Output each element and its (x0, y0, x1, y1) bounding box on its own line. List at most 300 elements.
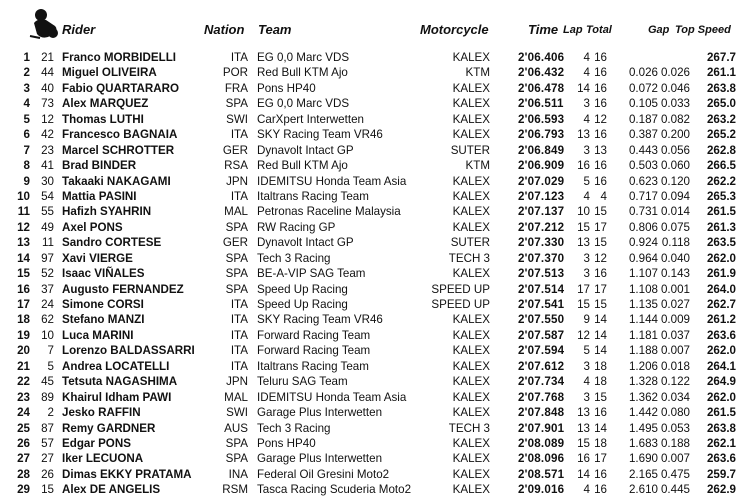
motorcycle: KALEX (452, 390, 490, 404)
top-speed: 262.0 (706, 390, 736, 404)
rider-number: 52 (41, 267, 54, 281)
total-laps: 14 (594, 313, 607, 327)
team-name: RW Racing GP (257, 220, 336, 234)
nation: GER (222, 236, 248, 250)
position: 11 (17, 205, 30, 219)
gap-first: 1.144 (628, 313, 658, 327)
rider-number: 49 (41, 220, 54, 234)
team-name: Dynavolt Intact GP (257, 236, 354, 250)
gap-previous: 0.037 (660, 328, 690, 342)
top-speed: 261.9 (706, 267, 736, 281)
gap-previous: 0.082 (660, 112, 690, 126)
lap-time: 2'07.550 (518, 313, 565, 327)
nation: SWI (226, 406, 248, 420)
top-speed: 262.0 (706, 344, 736, 358)
motorcycle: KALEX (452, 344, 490, 358)
lap-time: 2'08.571 (518, 467, 565, 481)
top-speed: 263.8 (706, 81, 736, 95)
top-speed: 261.3 (706, 220, 736, 234)
gap-previous: 0.075 (660, 220, 690, 234)
rider-name: Alex MARQUEZ (62, 97, 149, 111)
gap-first: 0.387 (628, 128, 658, 142)
best-lap: 4 (583, 112, 590, 126)
header-top-speed: Top Speed (675, 24, 731, 36)
motorcycle: KALEX (452, 452, 490, 466)
lap-time: 2'06.406 (518, 51, 565, 64)
gap-first: 1.108 (628, 282, 658, 296)
motorcycle: KALEX (452, 51, 490, 64)
gap-previous: 0.122 (660, 375, 690, 389)
motorcycle: KALEX (452, 406, 490, 420)
top-speed: 265.2 (706, 128, 736, 142)
best-lap: 14 (577, 467, 590, 481)
gap-first: 1.495 (628, 421, 658, 435)
best-lap: 10 (577, 205, 590, 219)
rider-name: Xavi VIERGE (62, 251, 133, 265)
table-row (0, 405, 745, 420)
top-speed: 261.5 (706, 205, 736, 219)
motorcycle: KTM (465, 159, 490, 173)
rider-number: 30 (41, 174, 54, 188)
nation: ITA (230, 189, 248, 203)
lap-time: 2'07.330 (518, 236, 565, 250)
lap-time: 2'07.594 (518, 344, 565, 358)
total-laps: 17 (594, 220, 607, 234)
gap-first: 0.026 (628, 66, 658, 80)
top-speed: 265.3 (706, 189, 736, 203)
gap-previous: 0.200 (660, 128, 690, 142)
header-lap: Lap (563, 24, 583, 36)
total-laps: 18 (594, 436, 607, 450)
gap-previous: 0.445 (660, 483, 690, 497)
top-speed: 262.8 (706, 143, 736, 157)
best-lap: 17 (577, 282, 590, 296)
gap-first: 1.135 (628, 298, 658, 311)
results-header (0, 0, 745, 40)
table-row (0, 297, 745, 312)
best-lap: 13 (577, 236, 590, 250)
gap-first: 0.443 (628, 143, 658, 157)
rider-name: Axel PONS (62, 220, 123, 234)
top-speed: 263.8 (706, 421, 736, 435)
position: 27 (17, 452, 30, 466)
gap-previous: 0.001 (660, 282, 690, 296)
team-name: EG 0,0 Marc VDS (257, 97, 350, 111)
total-laps: 14 (594, 421, 607, 435)
team-name: IDEMITSU Honda Team Asia (257, 390, 407, 404)
lap-time: 2'07.514 (518, 282, 565, 296)
nation: GER (222, 143, 248, 157)
gap-first: 1.690 (628, 452, 658, 466)
rider-name: Sandro CORTESE (62, 236, 162, 250)
rider-number: 23 (41, 143, 54, 157)
top-speed: 266.5 (706, 159, 736, 173)
team-name: Pons HP40 (257, 81, 316, 95)
gap-first: 1.683 (628, 436, 658, 450)
rider-number: 44 (41, 66, 54, 80)
best-lap: 13 (577, 406, 590, 420)
lap-time: 2'07.734 (518, 375, 565, 389)
gap-first: 0.717 (628, 189, 658, 203)
gap-previous: 0.040 (660, 251, 690, 265)
motorcycle: KALEX (452, 128, 490, 142)
gap-previous: 0.007 (660, 344, 690, 358)
lap-time: 2'06.478 (518, 81, 565, 95)
nation: ITA (230, 344, 248, 358)
team-name: Dynavolt Intact GP (257, 143, 354, 157)
best-lap: 9 (583, 313, 590, 327)
lap-time: 2'07.370 (518, 251, 565, 265)
total-laps: 12 (594, 251, 607, 265)
best-lap: 16 (577, 452, 590, 466)
rider-number: 26 (41, 467, 54, 481)
total-laps: 18 (594, 359, 607, 373)
lap-time: 2'07.901 (518, 421, 565, 435)
lap-time: 2'07.587 (518, 328, 565, 342)
rider-number: 89 (41, 390, 54, 404)
rider-name: Fabio QUARTARARO (62, 81, 180, 95)
position: 12 (17, 220, 30, 234)
header-motorcycle: Motorcycle (420, 22, 489, 37)
rider-name: Brad BINDER (62, 159, 137, 173)
total-laps: 16 (594, 51, 607, 64)
rider-name: Simone CORSI (62, 298, 144, 311)
position: 23 (17, 390, 30, 404)
nation: SPA (225, 452, 248, 466)
nation: JPN (226, 375, 248, 389)
position: 18 (17, 313, 30, 327)
gap-previous: 0.034 (660, 390, 690, 404)
position: 9 (23, 174, 30, 188)
best-lap: 5 (583, 174, 590, 188)
team-name: Forward Racing Team (257, 344, 371, 358)
lap-time: 2'06.593 (518, 112, 565, 126)
nation: FRA (224, 81, 248, 95)
gap-previous: 0.053 (660, 421, 690, 435)
total-laps: 16 (594, 81, 607, 95)
table-row (0, 235, 745, 250)
lap-time: 2'07.029 (518, 174, 565, 188)
gap-previous: 0.033 (660, 97, 690, 111)
rider-name: Edgar PONS (62, 436, 131, 450)
total-laps: 16 (594, 483, 607, 497)
rider-number: 7 (47, 344, 54, 358)
top-speed: 262.7 (706, 298, 736, 311)
rider-number: 55 (41, 205, 54, 219)
top-speed: 262.0 (706, 251, 736, 265)
best-lap: 15 (577, 436, 590, 450)
total-laps: 17 (594, 452, 607, 466)
position: 3 (23, 81, 30, 95)
best-lap: 13 (577, 128, 590, 142)
table-row (0, 436, 745, 451)
team-name: CarXpert Interwetten (257, 112, 364, 126)
gap-previous: 0.143 (660, 267, 690, 281)
total-laps: 15 (594, 236, 607, 250)
gap-previous: 0.009 (660, 313, 690, 327)
team-name: Teluru SAG Team (257, 375, 348, 389)
team-name: Garage Plus Interwetten (257, 406, 383, 420)
best-lap: 3 (583, 267, 590, 281)
gap-previous: 0.080 (660, 406, 690, 420)
team-name: Tech 3 Racing (257, 421, 331, 435)
gap-first: 0.503 (628, 159, 658, 173)
nation: SPA (225, 97, 248, 111)
position: 25 (17, 421, 30, 435)
gap-previous: 0.014 (660, 205, 690, 219)
team-name: Red Bull KTM Ajo (257, 159, 348, 173)
nation: ITA (230, 298, 248, 311)
team-name: Tech 3 Racing (257, 251, 331, 265)
top-speed: 263.5 (706, 236, 736, 250)
rider-name: Iker LECUONA (62, 452, 144, 466)
position: 2 (23, 66, 30, 80)
rider-name: Francesco BAGNAIA (62, 128, 178, 142)
best-lap: 5 (583, 344, 590, 358)
team-name: IDEMITSU Honda Team Asia (257, 174, 407, 188)
best-lap: 16 (577, 159, 590, 173)
motorcycle: SPEED UP (431, 298, 490, 311)
nation: ITA (230, 359, 248, 373)
gap-previous: 0.007 (660, 452, 690, 466)
rider-name: Marcel SCHROTTER (62, 143, 175, 157)
table-row (0, 204, 745, 219)
position: 4 (23, 97, 30, 111)
rider-name: Hafizh SYAHRIN (62, 205, 152, 219)
gap-first: 0.623 (628, 174, 658, 188)
best-lap: 4 (583, 51, 590, 64)
table-row (0, 282, 745, 297)
motorcycle: KALEX (452, 220, 490, 234)
position: 28 (17, 467, 30, 481)
table-row (0, 390, 745, 405)
gap-first: 2.610 (628, 483, 658, 497)
gap-first: 0.187 (628, 112, 658, 126)
gap-first: 0.731 (628, 205, 658, 219)
rider-number: 40 (41, 81, 54, 95)
table-row (0, 189, 745, 204)
position: 24 (17, 406, 30, 420)
nation: ITA (230, 128, 248, 142)
position: 15 (17, 267, 30, 281)
lap-time: 2'08.096 (518, 452, 565, 466)
position: 17 (17, 298, 30, 311)
nation: SPA (225, 220, 248, 234)
best-lap: 15 (577, 220, 590, 234)
gap-first: 1.328 (628, 375, 658, 389)
team-name: Italtrans Racing Team (257, 189, 369, 203)
rider-name: Thomas LUTHI (62, 112, 144, 126)
total-laps: 12 (594, 112, 607, 126)
motorcycle: TECH 3 (448, 251, 490, 265)
gap-first: 0.964 (628, 251, 658, 265)
gap-first: 0.105 (628, 97, 658, 111)
rider-number: 73 (41, 97, 54, 111)
gap-first: 1.181 (628, 328, 658, 342)
lap-time: 2'06.432 (518, 66, 565, 80)
top-speed: 264.1 (706, 359, 736, 373)
motorcycle: KALEX (452, 174, 490, 188)
position: 8 (23, 159, 30, 173)
lap-time: 2'06.511 (518, 97, 564, 111)
gap-first: 0.924 (628, 236, 658, 250)
gap-previous: 0.060 (660, 159, 690, 173)
best-lap: 3 (583, 251, 590, 265)
top-speed: 263.6 (706, 452, 736, 466)
nation: JPN (226, 174, 248, 188)
top-speed: 263.6 (706, 328, 736, 342)
rider-number: 15 (41, 483, 54, 497)
position: 21 (17, 359, 30, 373)
gap-previous: 0.094 (660, 189, 690, 203)
team-name: Tasca Racing Scuderia Moto2 (257, 483, 412, 497)
motorcycle: KALEX (452, 112, 490, 126)
table-row (0, 65, 745, 80)
rider-number: 21 (41, 51, 54, 64)
total-laps: 16 (594, 267, 607, 281)
rider-number: 11 (41, 236, 54, 250)
motorcycle: KALEX (452, 328, 490, 342)
table-row (0, 421, 745, 436)
motorcycle: SPEED UP (431, 282, 490, 296)
nation: ITA (230, 328, 248, 342)
nation: POR (222, 66, 248, 80)
rider-number: 37 (41, 282, 54, 296)
total-laps: 16 (594, 406, 607, 420)
nation: ITA (230, 313, 248, 327)
rider-name: Alex DE ANGELIS (62, 483, 161, 497)
lap-time: 2'09.016 (518, 483, 565, 497)
lap-time: 2'06.909 (518, 159, 565, 173)
position: 20 (17, 344, 30, 358)
rider-number: 54 (41, 189, 54, 203)
nation: RSM (222, 483, 248, 497)
table-row (0, 81, 745, 96)
total-laps: 4 (600, 189, 607, 203)
rider-name: Tetsuta NAGASHIMA (62, 375, 178, 389)
lap-time: 2'07.768 (518, 390, 565, 404)
top-speed: 264.9 (706, 375, 736, 389)
motorcycle: KTM (465, 66, 490, 80)
team-name: Pons HP40 (257, 436, 316, 450)
motorcycle: SUTER (450, 143, 490, 157)
total-laps: 16 (594, 97, 607, 111)
table-row (0, 127, 745, 142)
gap-first: 1.188 (628, 344, 658, 358)
gap-first: 0.072 (628, 81, 658, 95)
best-lap: 4 (583, 66, 590, 80)
table-row (0, 158, 745, 173)
gap-previous: 0.475 (660, 467, 690, 481)
header-nation: Nation (204, 22, 245, 37)
rider-name: Isaac VIÑALES (62, 267, 145, 281)
table-row (0, 467, 745, 482)
nation: SPA (225, 436, 248, 450)
total-laps: 15 (594, 205, 607, 219)
total-laps: 16 (594, 159, 607, 173)
team-name: Petronas Raceline Malaysia (257, 205, 401, 219)
rider-number: 41 (41, 159, 54, 173)
best-lap: 14 (577, 81, 590, 95)
top-speed: 262.1 (706, 436, 736, 450)
gap-previous: 0.027 (660, 298, 690, 311)
best-lap: 13 (577, 421, 590, 435)
motorcycle-rider-icon (28, 6, 62, 40)
gap-first: 1.206 (628, 359, 658, 373)
header-gap: Gap (648, 24, 670, 36)
table-row (0, 50, 745, 65)
table-row (0, 96, 745, 111)
motorcycle: KALEX (452, 359, 490, 373)
rider-number: 12 (41, 112, 54, 126)
best-lap: 3 (583, 390, 590, 404)
lap-time: 2'06.793 (518, 128, 565, 142)
motorcycle: KALEX (452, 267, 490, 281)
total-laps: 17 (594, 282, 607, 296)
total-laps: 13 (594, 143, 607, 157)
gap-previous: 0.046 (660, 81, 690, 95)
position: 13 (17, 236, 30, 250)
rider-name: Takaaki NAKAGAMI (62, 174, 171, 188)
motorcycle: KALEX (452, 483, 490, 497)
position: 10 (17, 189, 30, 203)
total-laps: 15 (594, 298, 607, 311)
top-speed: 259.7 (706, 467, 736, 481)
rider-name: Andrea LOCATELLI (62, 359, 170, 373)
motorcycle: KALEX (452, 313, 490, 327)
position: 29 (17, 483, 30, 497)
nation: ITA (230, 51, 248, 64)
team-name: Garage Plus Interwetten (257, 452, 383, 466)
gap-previous: 0.056 (660, 143, 690, 157)
rider-name: Khairul Idham PAWI (62, 390, 172, 404)
gap-first: 0.806 (628, 220, 658, 234)
rider-number: 97 (41, 251, 54, 265)
motorcycle: KALEX (452, 205, 490, 219)
total-laps: 16 (594, 66, 607, 80)
gap-first: 1.442 (628, 406, 658, 420)
table-row (0, 312, 745, 327)
rider-name: Augusto FERNANDEZ (62, 282, 184, 296)
team-name: SKY Racing Team VR46 (257, 128, 383, 142)
gap-first: 1.107 (628, 267, 658, 281)
rider-number: 42 (41, 128, 54, 142)
team-name: Red Bull KTM Ajo (257, 66, 348, 80)
lap-time: 2'07.612 (518, 359, 565, 373)
position: 1 (23, 51, 30, 64)
nation: RSA (224, 159, 248, 173)
team-name: Italtrans Racing Team (257, 359, 369, 373)
gap-previous: 0.118 (661, 236, 690, 250)
rider-number: 87 (41, 421, 54, 435)
top-speed: 262.9 (706, 483, 736, 497)
rider-name: Dimas EKKY PRATAMA (62, 467, 192, 481)
rider-number: 10 (41, 328, 54, 342)
position: 22 (17, 375, 30, 389)
rider-name: Jesko RAFFIN (62, 406, 141, 420)
nation: MAL (224, 390, 248, 404)
nation: AUS (224, 421, 248, 435)
best-lap: 12 (577, 328, 590, 342)
top-speed: 261.1 (706, 66, 736, 80)
header-team: Team (258, 22, 292, 37)
position: 5 (23, 112, 30, 126)
table-row (0, 174, 745, 189)
top-speed: 265.0 (706, 97, 736, 111)
total-laps: 14 (594, 344, 607, 358)
position: 16 (17, 282, 30, 296)
table-row (0, 359, 745, 374)
